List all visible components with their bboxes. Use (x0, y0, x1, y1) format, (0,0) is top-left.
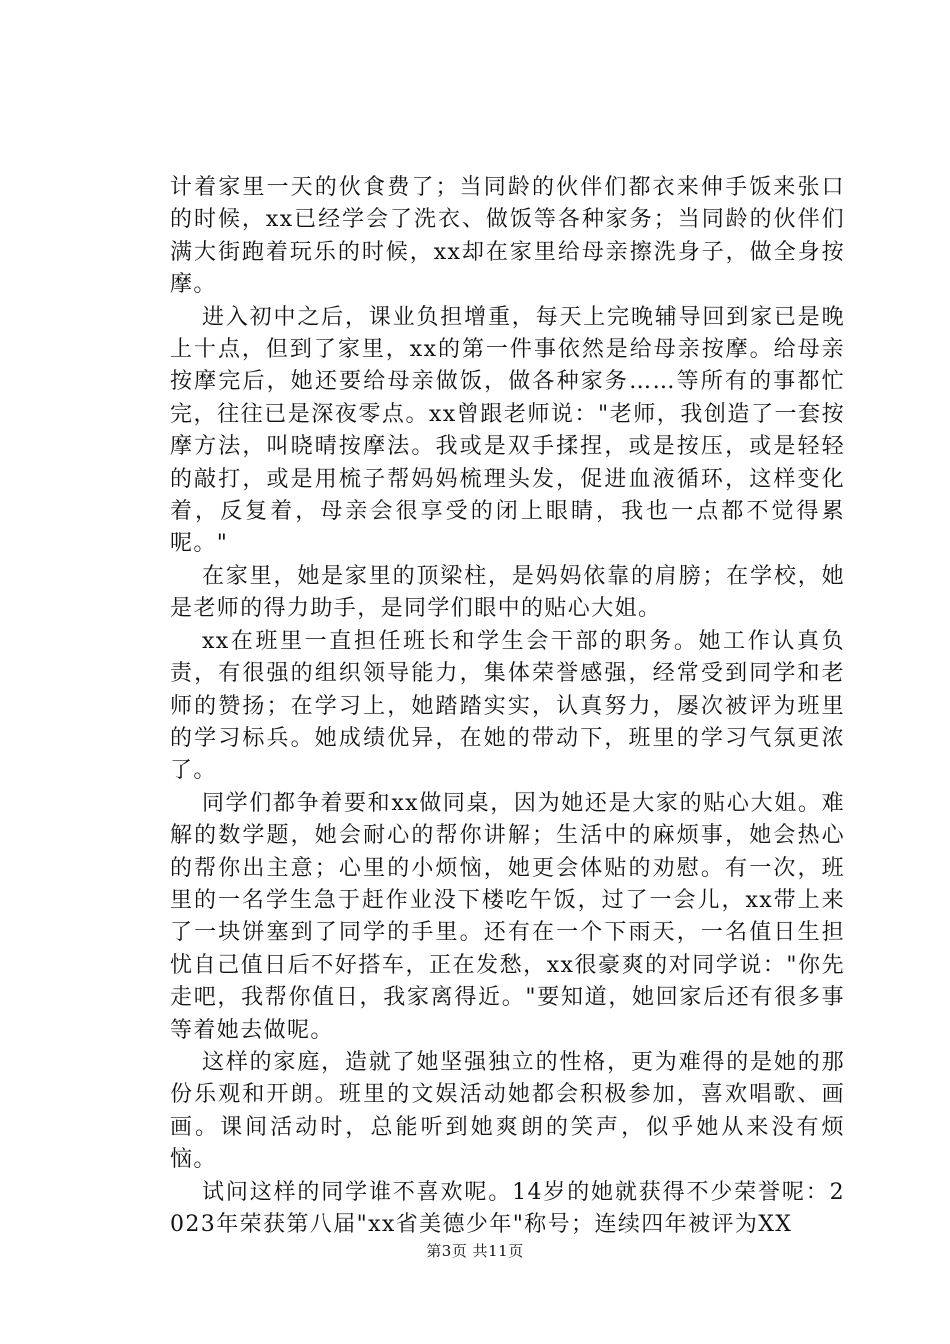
paragraph-middle-school-massage: 进入初中之后，课业负担增重，每天上完晚辅导回到家已是晚上十点，但到了家里，xx的第一件事依然是给母亲按摩。给母亲按摩完后，她还要给母亲做饭，做各种家务……等所有的事都忙完，往往已是深夜零点。xx曾跟老师说："老师，我创造了一套按摩方法，叫晓晴按摩法。我或是双手揉捏，或是按压，或是轻轻的敲打，或是用梳子帮妈妈梳理头发，促进血液循环，这样变化着，反复着，母亲会很享受的闭上眼睛，我也一点都不觉得累呢。" (170, 304, 845, 557)
paragraph-home-and-school: 在家里，她是家里的顶梁柱，是妈妈依靠的肩膀；在学校，她是老师的得力助手，是同学们眼中的贴心大姐。 (170, 563, 845, 622)
paragraph-continuation: 计着家里一天的伙食费了；当同龄的伙伴们都衣来伸手饭来张口的时候，xx已经学会了洗衣、做饭等各种家务；当同龄的伙伴们满大街跑着玩乐的时候，xx却在家里给母亲擦洗身子，做全身按摩。 (170, 175, 845, 298)
page-number-footer: 第3页 共11页 (426, 1242, 524, 1260)
paragraph-class-monitor: xx在班里一直担任班长和学生会干部的职务。她工作认真负责，有很强的组织领导能力，集体荣誉感强，经常受到同学和老师的赞扬；在学习上，她踏踏实实，认真努力，屡次被评为班里的学习标兵。她成绩优异，在她的带动下，班里的学习气氛更浓了。 (170, 628, 845, 784)
paragraph-caring-sister: 同学们都争着要和xx做同桌，因为她还是大家的贴心大姐。难解的数学题，她会耐心的帮你讲解；生活中的麻烦事，她会热心的帮你出主意；心里的小烦恼，她更会体贴的劝慰。有一次，班里的一名学生急于赶作业没下楼吃午饭，过了一会儿，xx带上来了一块饼塞到了同学的手里。还有在一个下雨天，一名值日生担忧自己值日后不好搭车，正在发愁，xx很豪爽的对同学说："你先走吧，我帮你值日，我家离得近。"要知道，她回家后还有很多事等着她去做呢。 (170, 790, 845, 1043)
paragraph-optimism: 这样的家庭，造就了她坚强独立的性格，更为难得的是她的那份乐观和开朗。班里的文娱活动她都会积极参加，喜欢唱歌、画画。课间活动时，总能听到她爽朗的笑声，似乎她从来没有烦恼。 (170, 1049, 845, 1173)
paragraph-honors: 试问这样的同学谁不喜欢呢。14岁的她就获得不少荣誉呢：2023年荣获第八届"xx省美德少年"称号；连续四年被评为XX (170, 1179, 845, 1237)
document-body (170, 172, 845, 1241)
